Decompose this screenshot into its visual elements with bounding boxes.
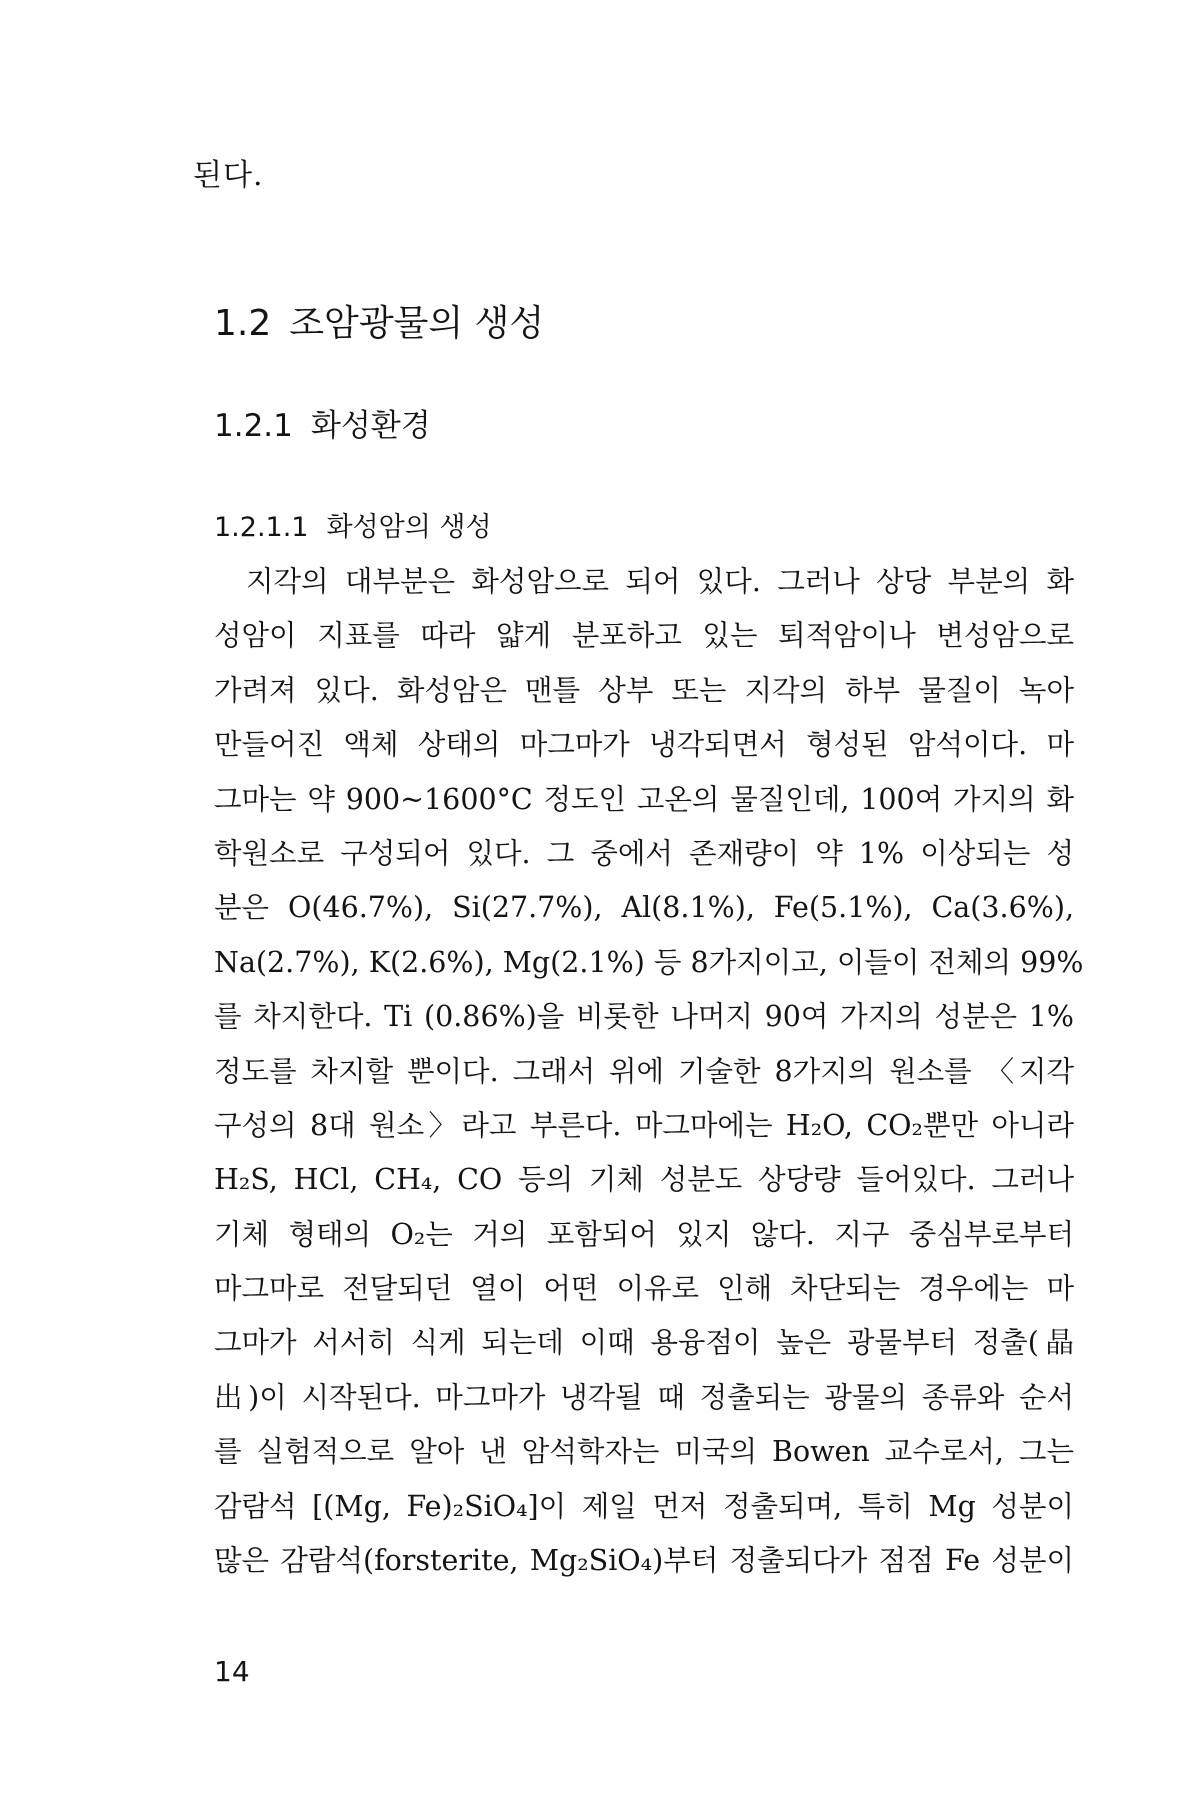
subsection-number: 1.2.1 — [214, 408, 293, 444]
section-heading — [214, 295, 544, 346]
body-line: 出)이 시작된다. 마그마가 냉각될 때 정출되는 광물의 종류와 순서 — [214, 1380, 1074, 1414]
subsection-heading — [214, 400, 431, 445]
body-line: 감람석 [(Mg, Fe)₂SiO₄]이 제일 먼저 정출되며, 특히 Mg 성분이 — [214, 1489, 1074, 1523]
subsubsection-number: 1.2.1.1 — [214, 512, 309, 543]
page-number: 14 — [214, 1655, 250, 1688]
body-line: 가려져 있다. 화성암은 맨틀 상부 또는 지각의 하부 물질이 녹아 — [214, 673, 1074, 707]
body-paragraph — [214, 555, 1084, 1588]
body-line: 마그마로 전달되던 열이 어떤 이유로 인해 차단되는 경우에는 마 — [214, 1272, 1074, 1306]
body-line: H₂S, HCl, CH₄, CO 등의 기체 성분도 상당량 들어있다. 그러나 — [214, 1163, 1074, 1197]
body-line: 분은 O(46.7%), Si(27.7%), Al(8.1%), Fe(5.1%), Ca(3.6%), — [214, 891, 1074, 925]
section-title: 조암광물의 생성 — [289, 303, 545, 344]
body-line: 지각의 대부분은 화성암으로 되어 있다. 그러나 상당 부분의 화 — [246, 565, 1074, 598]
subsubsection-title: 화성암의 생성 — [326, 512, 492, 543]
body-line: 그마가 서서히 식게 되는데 이때 용융점이 높은 광물부터 정출(晶 — [214, 1326, 1074, 1360]
body-line: 학원소로 구성되어 있다. 그 중에서 존재량이 약 1% 이상되는 성 — [214, 836, 1074, 870]
body-line: 를 실험적으로 알아 낸 암석학자는 미국의 Bowen 교수로서, 그는 — [214, 1435, 1074, 1469]
previous-paragraph-end: 된다. — [193, 158, 264, 193]
body-line: Na(2.7%), K(2.6%), Mg(2.1%) 등 8가지이고, 이들이 전체의 99% — [214, 945, 1084, 979]
body-line: 구성의 8대 원소〉라고 부른다. 마그마에는 H₂O, CO₂뿐만 아니라 — [214, 1108, 1074, 1142]
body-line: 많은 감람석(forsterite, Mg₂SiO₄)부터 정출되다가 점점 Fe 성분이 — [214, 1544, 1074, 1578]
body-line: 기체 형태의 O₂는 거의 포함되어 있지 않다. 지구 중심부로부터 — [214, 1217, 1074, 1251]
body-line: 만들어진 액체 상태의 마그마가 냉각되면서 형성된 암석이다. 마 — [214, 728, 1074, 762]
body-line: 정도를 차지할 뿐이다. 그래서 위에 기술한 8가지의 원소를 〈지각 — [214, 1054, 1074, 1088]
section-number: 1.2 — [214, 303, 272, 344]
body-line: 그마는 약 900~1600°C 정도인 고온의 물질인데, 100여 가지의 화 — [214, 782, 1074, 816]
subsubsection-heading — [214, 505, 492, 544]
subsection-title: 화성환경 — [310, 408, 431, 444]
body-line: 를 차지한다. Ti (0.86%)을 비롯한 나머지 90여 가지의 성분은 1% — [214, 1000, 1074, 1034]
body-line: 성암이 지표를 따라 얇게 분포하고 있는 퇴적암이나 변성암으로 — [214, 619, 1074, 653]
